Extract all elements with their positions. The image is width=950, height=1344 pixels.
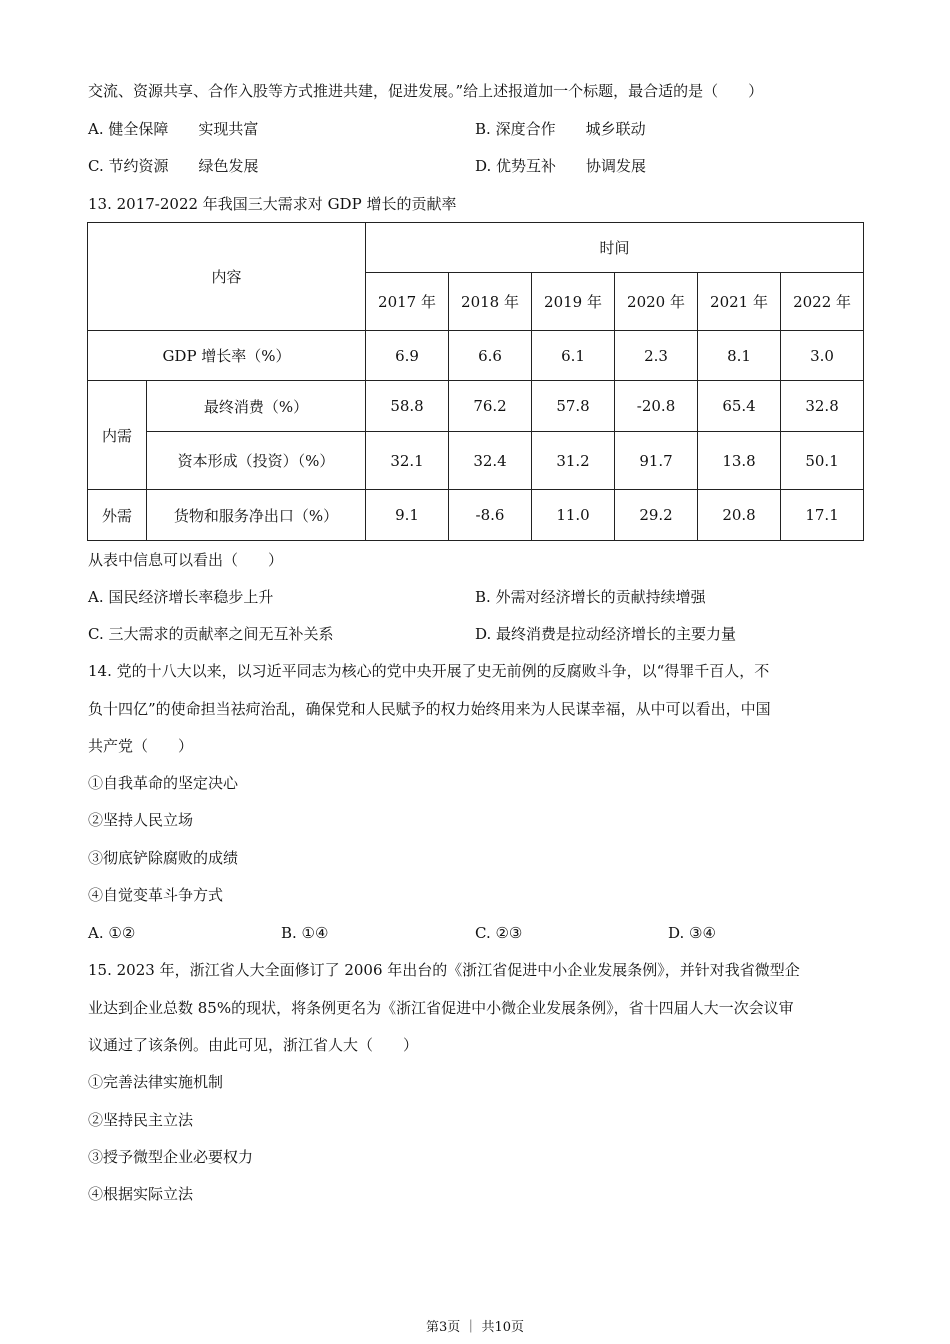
q13-option-b: B. 外需对经济增长的贡献持续增强: [475, 588, 706, 606]
q12-stem-end: 交流、资源共享、合作入股等方式推进共建，促进发展。”给上述报道加一个标题，最合适的是（ ）: [88, 82, 764, 100]
investment-row: [88, 432, 864, 490]
q14-stem-line: 共产党（ ）: [88, 737, 194, 755]
q14-item: ②坚持人民立场: [88, 811, 194, 829]
value-cell: 20.8: [698, 490, 781, 541]
value-cell: 31.2: [532, 432, 615, 490]
value-cell: 29.2: [615, 490, 698, 541]
q12-option-b: B. 深度合作 城乡联动: [475, 120, 646, 138]
value-cell: 13.8: [698, 432, 781, 490]
q13-option-d: D. 最终消费是拉动经济增长的主要力量: [475, 625, 737, 643]
q14-choice-b: B. ①④: [281, 924, 329, 942]
gdp-row: [88, 331, 864, 381]
value-cell: 76.2: [449, 381, 532, 432]
value-cell: 17.1: [781, 490, 864, 541]
year-cell: 2022 年: [781, 273, 864, 331]
value-cell: 6.6: [449, 331, 532, 381]
header-time: 时间: [366, 223, 864, 273]
q15-stem-line: 业达到企业总数 85%的现状，将条例更名为《浙江省促进中小微企业发展条例》，省十四届人大一次会议审: [88, 999, 794, 1017]
value-cell: 50.1: [781, 432, 864, 490]
row-label: 最终消费（%）: [147, 381, 366, 432]
page-footer: 第3页 ｜ 共10页: [425, 1320, 525, 1335]
q14-item: ④自觉变革斗争方式: [88, 886, 224, 904]
value-cell: 32.1: [366, 432, 449, 490]
value-cell: 8.1: [698, 331, 781, 381]
value-cell: 6.9: [366, 331, 449, 381]
value-cell: -20.8: [615, 381, 698, 432]
year-cell: 2021 年: [698, 273, 781, 331]
row-label: 货物和服务净出口（%）: [147, 490, 366, 541]
value-cell: 9.1: [366, 490, 449, 541]
value-cell: 32.4: [449, 432, 532, 490]
value-cell: 65.4: [698, 381, 781, 432]
q14-item: ①自我革命的坚定决心: [88, 774, 239, 792]
consumption-row: [88, 381, 864, 432]
q15-item: ④根据实际立法: [88, 1185, 194, 1203]
value-cell: 6.1: [532, 331, 615, 381]
q15-item: ③授予微型企业必要权力: [88, 1148, 254, 1166]
value-cell: -8.6: [449, 490, 532, 541]
value-cell: 58.8: [366, 381, 449, 432]
group-label-external: 外需: [88, 490, 147, 541]
q14-choice-d: D. ③④: [668, 924, 716, 942]
q13-title: 13. 2017-2022 年我国三大需求对 GDP 增长的贡献率: [88, 195, 457, 213]
group-label-domestic: 内需: [88, 381, 147, 490]
q12-option-c: C. 节约资源 绿色发展: [88, 157, 259, 175]
row-label: GDP 增长率（%）: [88, 331, 366, 381]
q15-stem-line: 15. 2023 年，浙江省人大全面修订了 2006 年出台的《浙江省促进中小企业发展条例》，并针对我省微型企: [88, 961, 800, 979]
q14-item: ③彻底铲除腐败的成绩: [88, 849, 239, 867]
q15-item: ②坚持民主立法: [88, 1111, 194, 1129]
q13-prompt: 从表中信息可以看出（ ）: [88, 551, 284, 569]
year-cell: 2017 年: [366, 273, 449, 331]
q14-stem-line: 14. 党的十八大以来，以习近平同志为核心的党中央开展了史无前例的反腐败斗争，以“得罪千百人，不: [88, 662, 770, 680]
value-cell: 57.8: [532, 381, 615, 432]
q14-choice-c: C. ②③: [475, 924, 523, 942]
q12-option-a: A. 健全保障 实现共富: [88, 120, 259, 138]
header-content: 内容: [88, 223, 366, 331]
q12-option-d: D. 优势互补 协调发展: [475, 157, 647, 175]
q15-item: ①完善法律实施机制: [88, 1073, 224, 1091]
q14-stem-line: 负十四亿”的使命担当祛疴治乱，确保党和人民赋予的权力始终用来为人民谋幸福，从中可以看出，中国: [88, 700, 771, 718]
value-cell: 2.3: [615, 331, 698, 381]
value-cell: 91.7: [615, 432, 698, 490]
value-cell: 32.8: [781, 381, 864, 432]
q14-choice-a: A. ①②: [88, 924, 136, 942]
q13-option-c: C. 三大需求的贡献率之间无互补关系: [88, 625, 334, 643]
row-label: 资本形成（投资）（%）: [147, 432, 366, 490]
q13-option-a: A. 国民经济增长率稳步上升: [88, 588, 274, 606]
value-cell: 3.0: [781, 331, 864, 381]
q15-stem-line: 议通过了该条例。由此可见，浙江省人大（ ）: [88, 1036, 419, 1054]
year-cell: 2020 年: [615, 273, 698, 331]
year-cell: 2018 年: [449, 273, 532, 331]
year-cell: 2019 年: [532, 273, 615, 331]
value-cell: 11.0: [532, 490, 615, 541]
export-row: [88, 490, 864, 541]
gdp-contribution-table: [87, 222, 864, 541]
